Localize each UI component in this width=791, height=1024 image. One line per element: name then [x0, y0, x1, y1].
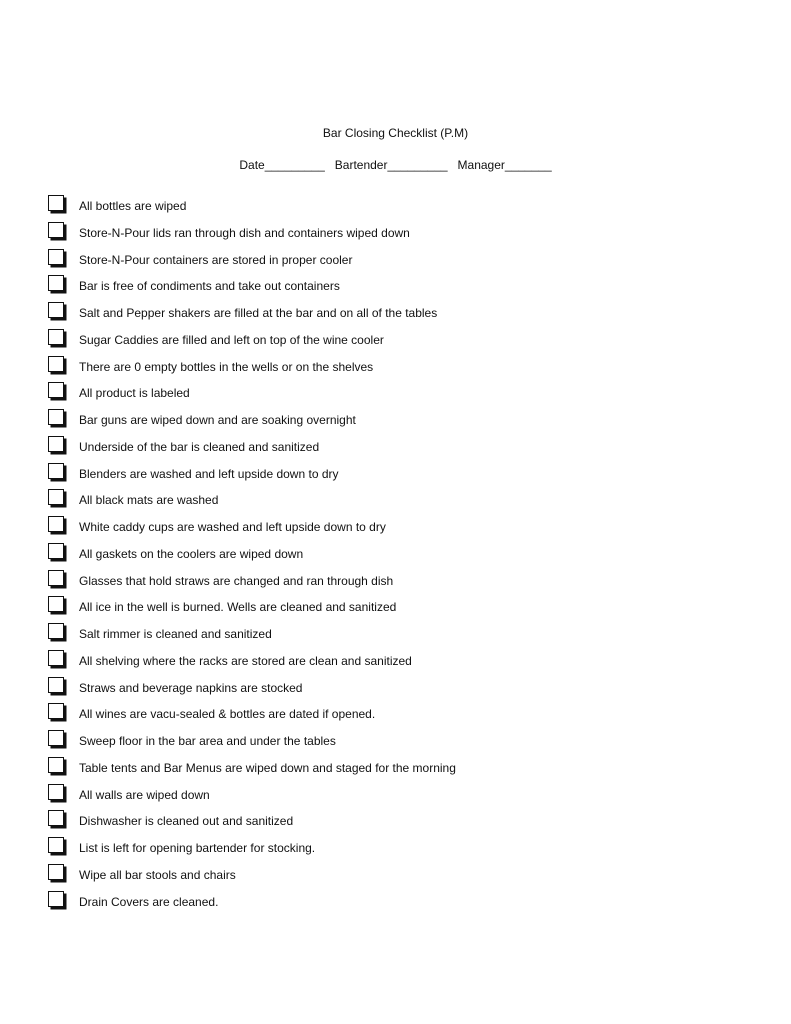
checkbox[interactable]: [48, 757, 64, 773]
checklist-item-label: All bottles are wiped: [79, 199, 187, 213]
checklist-item: [48, 223, 748, 245]
checkbox[interactable]: [48, 891, 64, 907]
checklist-item-label: All black mats are washed: [79, 493, 219, 508]
checklist-item-label: All product is labeled: [79, 386, 190, 401]
checkbox[interactable]: [48, 195, 64, 211]
checklist-item: [48, 196, 748, 218]
checklist-item: [48, 250, 748, 272]
checklist-item-label: Sugar Caddies are filled and left on top of the wine cooler: [79, 332, 384, 347]
checklist-item-label: Glasses that hold straws are changed and ran through dish: [79, 573, 394, 588]
checklist-item: [48, 811, 748, 833]
checkbox[interactable]: [48, 864, 64, 880]
checklist-item: [48, 838, 748, 860]
checkbox[interactable]: [48, 463, 64, 479]
checklist-item-label: Table tents and Bar Menus are wiped down and staged for the morning: [79, 760, 456, 775]
checklist-item-label: Straws and beverage napkins are stocked: [79, 680, 303, 695]
checklist-item-label: There are 0 empty bottles in the wells or on the shelves: [79, 359, 374, 374]
checkbox[interactable]: [48, 409, 64, 425]
checklist-item: [48, 678, 748, 700]
checklist-item: [48, 330, 748, 352]
checklist-item: [48, 704, 748, 726]
checkbox[interactable]: [48, 730, 64, 746]
checkbox[interactable]: [48, 356, 64, 372]
checkbox[interactable]: [48, 329, 64, 345]
checkbox[interactable]: [48, 623, 64, 639]
checklist-item: [48, 571, 748, 593]
checklist-item: [48, 303, 748, 325]
checkbox[interactable]: [48, 784, 64, 800]
checklist-item-label: List is left for opening bartender for stocking.: [79, 841, 316, 855]
checkbox[interactable]: [48, 222, 64, 238]
checklist-item: [48, 865, 748, 887]
checklist-item: [48, 785, 748, 807]
checklist-item-label: Sweep floor in the bar area and under the tables: [79, 734, 336, 748]
checklist-item-label: Store-N-Pour lids ran through dish and containers wiped down: [79, 225, 410, 240]
checklist-item-label: Bar is free of condiments and take out containers: [79, 279, 340, 294]
checklist-item-label: All gaskets on the coolers are wiped down: [79, 546, 304, 561]
checkbox[interactable]: [48, 436, 64, 452]
checklist-item: [48, 544, 748, 566]
checklist-item-label: Salt rimmer is cleaned and sanitized: [79, 627, 272, 641]
checkbox[interactable]: [48, 570, 64, 586]
checklist-item-label: All ice in the well is burned. Wells are cleaned and sanitized: [79, 600, 397, 615]
checklist-item-label: All wines are vacu-sealed & bottles are dated if opened.: [79, 707, 376, 722]
checklist-item: [48, 383, 748, 405]
checklist-item-label: Underside of the bar is cleaned and sanitized: [79, 439, 320, 454]
checklist-item: [48, 437, 748, 459]
checklist-item: [48, 276, 748, 298]
checklist-item-label: All shelving where the racks are stored are clean and sanitized: [79, 653, 412, 668]
checkbox[interactable]: [48, 677, 64, 693]
checklist-item: [48, 357, 748, 379]
checkbox[interactable]: [48, 650, 64, 666]
checklist-item: [48, 464, 748, 486]
checklist-item-label: White caddy cups are washed and left upside down to dry: [79, 520, 386, 534]
checklist-item-label: Bar guns are wiped down and are soaking overnight: [79, 413, 356, 427]
checkbox[interactable]: [48, 302, 64, 318]
checklist-item: [48, 490, 748, 512]
checklist-item: [48, 624, 748, 646]
checkbox[interactable]: [48, 543, 64, 559]
checkbox[interactable]: [48, 489, 64, 505]
checklist-item-label: Wipe all bar stools and chairs: [79, 867, 236, 882]
checklist-item-label: All walls are wiped down: [79, 787, 210, 802]
checklist-item-label: Salt and Pepper shakers are filled at the bar and on all of the tables: [79, 306, 438, 320]
checklist-item: [48, 517, 748, 539]
checkbox[interactable]: [48, 516, 64, 532]
checklist-item: [48, 651, 748, 673]
checkbox[interactable]: [48, 275, 64, 291]
checklist-item: [48, 758, 748, 780]
checklist-item-label: Store-N-Pour containers are stored in proper cooler: [79, 252, 353, 267]
checklist-item: [48, 597, 748, 619]
checklist-item: [48, 410, 748, 432]
page-title: Bar Closing Checklist (P.M): [322, 126, 469, 140]
checkbox[interactable]: [48, 249, 64, 265]
checkbox[interactable]: [48, 596, 64, 612]
checklist-item: [48, 731, 748, 753]
checkbox[interactable]: [48, 810, 64, 826]
checkbox[interactable]: [48, 837, 64, 853]
checklist-item-label: Blenders are washed and left upside down to dry: [79, 466, 339, 481]
checkbox[interactable]: [48, 382, 64, 398]
checklist-item-label: Dishwasher is cleaned out and sanitized: [79, 814, 294, 829]
checklist-item: [48, 892, 748, 914]
checkbox[interactable]: [48, 703, 64, 719]
checklist-item-label: Drain Covers are cleaned.: [79, 894, 219, 909]
signature-line: Date_________ Bartender_________ Manager_______: [239, 158, 552, 172]
